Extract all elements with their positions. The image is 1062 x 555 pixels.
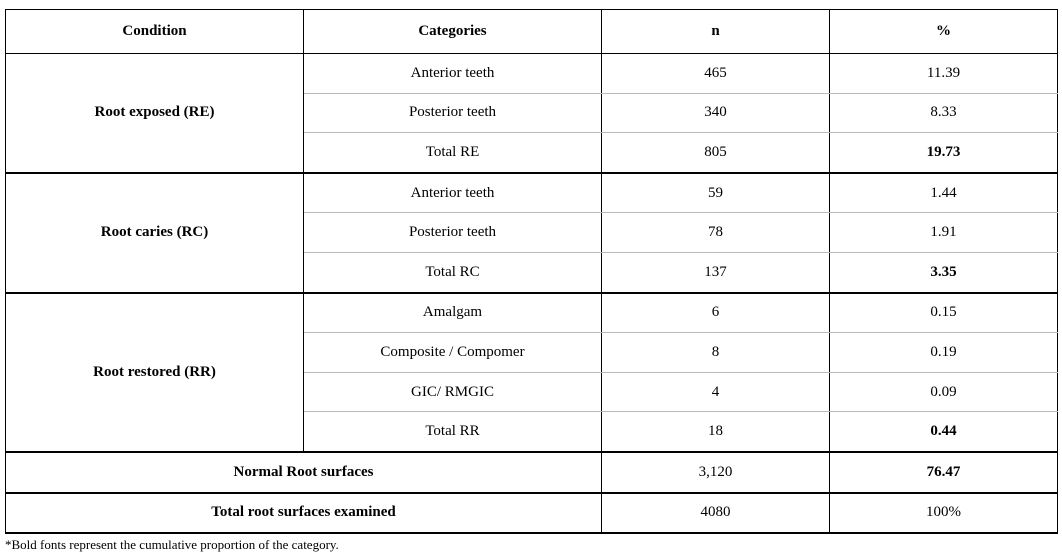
- percent-cell: 76.47: [830, 452, 1058, 493]
- n-cell: 78: [602, 213, 830, 253]
- table-row: [6, 54, 1058, 94]
- footnote: *Bold fonts represent the cumulative proportion of the category.: [5, 537, 339, 552]
- header-row: [6, 10, 1058, 54]
- header-n: n: [602, 10, 830, 54]
- n-cell: 6: [602, 293, 830, 333]
- percent-cell: 3.35: [830, 252, 1058, 292]
- category-cell: Posterior teeth: [304, 93, 602, 133]
- n-cell: 137: [602, 252, 830, 292]
- table-row: [6, 173, 1058, 213]
- summary-row-normal: [6, 452, 1058, 493]
- header-condition: Condition: [6, 10, 304, 54]
- percent-cell: 0.44: [830, 412, 1058, 452]
- condition-cell: Root caries (RC): [6, 173, 304, 293]
- summary-label: Normal Root surfaces: [6, 452, 602, 493]
- percent-cell: 0.15: [830, 293, 1058, 333]
- category-cell: Anterior teeth: [304, 173, 602, 213]
- n-cell: 3,120: [602, 452, 830, 493]
- header-categories: Categories: [304, 10, 602, 54]
- n-cell: 340: [602, 93, 830, 133]
- category-cell: Total RC: [304, 252, 602, 292]
- summary-label: Total root surfaces examined: [6, 493, 602, 534]
- category-cell: Total RR: [304, 412, 602, 452]
- percent-cell: 8.33: [830, 93, 1058, 133]
- percent-cell: 1.91: [830, 213, 1058, 253]
- percent-cell: 0.09: [830, 372, 1058, 412]
- n-cell: 59: [602, 173, 830, 213]
- category-cell: Amalgam: [304, 293, 602, 333]
- data-table: [5, 9, 1058, 534]
- percent-cell: 0.19: [830, 333, 1058, 373]
- table-row: [6, 293, 1058, 333]
- condition-cell: Root exposed (RE): [6, 54, 304, 173]
- n-cell: 18: [602, 412, 830, 452]
- condition-cell: Root restored (RR): [6, 293, 304, 452]
- header-percent: %: [830, 10, 1058, 54]
- category-cell: GIC/ RMGIC: [304, 372, 602, 412]
- summary-row-total: [6, 493, 1058, 534]
- percent-cell: 19.73: [830, 133, 1058, 173]
- category-cell: Anterior teeth: [304, 54, 602, 94]
- n-cell: 4: [602, 372, 830, 412]
- percent-cell: 100%: [830, 493, 1058, 534]
- category-cell: Total RE: [304, 133, 602, 173]
- category-cell: Composite / Compomer: [304, 333, 602, 373]
- category-cell: Posterior teeth: [304, 213, 602, 253]
- n-cell: 8: [602, 333, 830, 373]
- n-cell: 805: [602, 133, 830, 173]
- percent-cell: 11.39: [830, 54, 1058, 94]
- n-cell: 4080: [602, 493, 830, 534]
- percent-cell: 1.44: [830, 173, 1058, 213]
- n-cell: 465: [602, 54, 830, 94]
